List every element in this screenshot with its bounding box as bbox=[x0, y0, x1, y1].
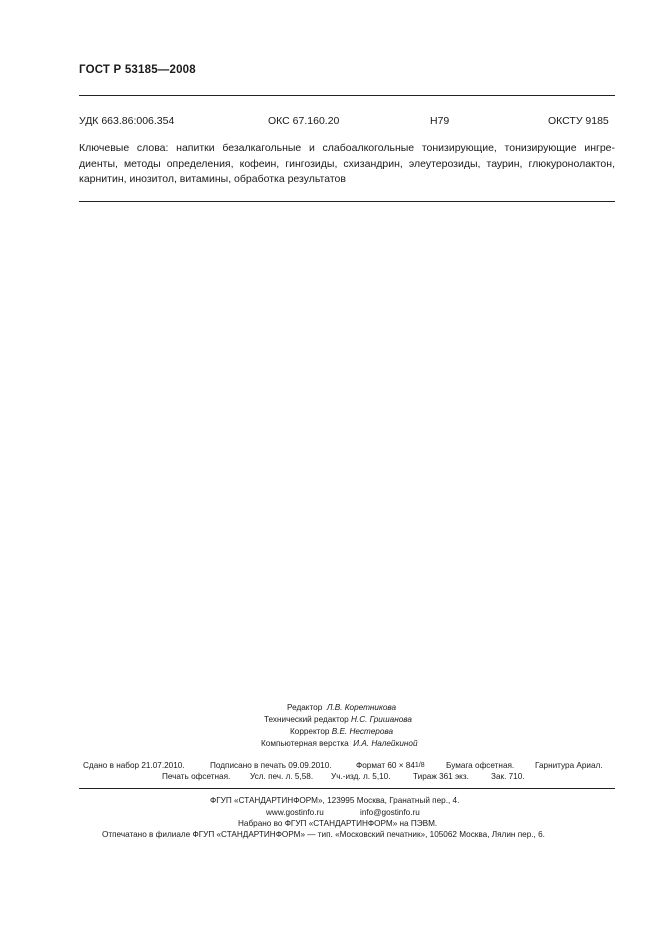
paper-info: Бумага офсетная. bbox=[446, 761, 515, 770]
layout-name: И.А. Налейкиной bbox=[353, 739, 418, 748]
submitted-date: Сдано в набор 21.07.2010. bbox=[83, 761, 185, 770]
publisher-email[interactable]: info@gostinfo.ru bbox=[360, 808, 420, 817]
oks-code: ОКС 67.160.20 bbox=[268, 115, 340, 127]
keywords-divider bbox=[79, 201, 615, 202]
publisher-divider bbox=[79, 788, 615, 789]
printing-info: Печать офсетная. bbox=[162, 772, 231, 781]
run-info: Тираж 361 экз. bbox=[413, 772, 469, 781]
layout-role: Компьютерная верстка bbox=[261, 739, 349, 748]
publisher-website[interactable]: www.gostinfo.ru bbox=[266, 808, 324, 817]
editor-role: Редактор bbox=[287, 703, 323, 712]
layout-line bbox=[261, 739, 418, 748]
publisher-address: ФГУП «СТАНДАРТИНФОРМ», 123995 Москва, Гранатный пер., 4. bbox=[210, 796, 460, 805]
udk-code: УДК 663.86:006.354 bbox=[79, 115, 175, 127]
group-code: Н79 bbox=[430, 115, 450, 127]
editor-line bbox=[287, 703, 396, 712]
printing-note: Отпечатано в филиале ФГУП «СТАНДАРТИНФОРМ» — тип. «Московский печатник», 105062 Москва, Лялин пер., 6. bbox=[102, 830, 545, 839]
signed-date: Подписано в печать 09.09.2010. bbox=[210, 761, 332, 770]
corrector-line bbox=[290, 727, 393, 736]
tech-editor-role: Технический редактор bbox=[264, 715, 349, 724]
corrector-name: В.Е. Нестерова bbox=[331, 727, 394, 736]
top-divider bbox=[79, 95, 615, 96]
format-text: Формат 60 × 84 bbox=[356, 761, 415, 770]
standard-id: ГОСТ Р 53185—2008 bbox=[79, 64, 196, 76]
format-fraction: 1/8 bbox=[414, 762, 425, 769]
sheets-info: Усл. печ. л. 5,58. bbox=[250, 772, 314, 781]
order-info: Зак. 710. bbox=[491, 772, 525, 781]
typeface-info: Гарнитура Ариал. bbox=[535, 761, 603, 770]
okstu-code: ОКСТУ 9185 bbox=[548, 115, 609, 127]
format-info bbox=[356, 761, 425, 770]
pub-sheets-info: Уч.-изд. л. 5,10. bbox=[331, 772, 391, 781]
typesetting-note: Набрано во ФГУП «СТАНДАРТИНФОРМ» на ПЭВМ. bbox=[238, 819, 438, 828]
corrector-role: Корректор bbox=[290, 727, 330, 736]
tech-editor-line bbox=[264, 715, 412, 724]
tech-editor-name: Н.С. Гришанова bbox=[351, 715, 412, 724]
editor-name: Л.В. Коретникова bbox=[326, 703, 397, 712]
keywords-paragraph: Ключевые слова: напитки безалкагольные и слабоалкогольные тонизирующие, тонизирующие ингре-диенты, методы определения, кофеин, гингозиды, схизандрин, элеутерозиды, таурин, глюкуронолактон, карнитин, инозитол, витамины, обработка результатов bbox=[79, 142, 615, 185]
